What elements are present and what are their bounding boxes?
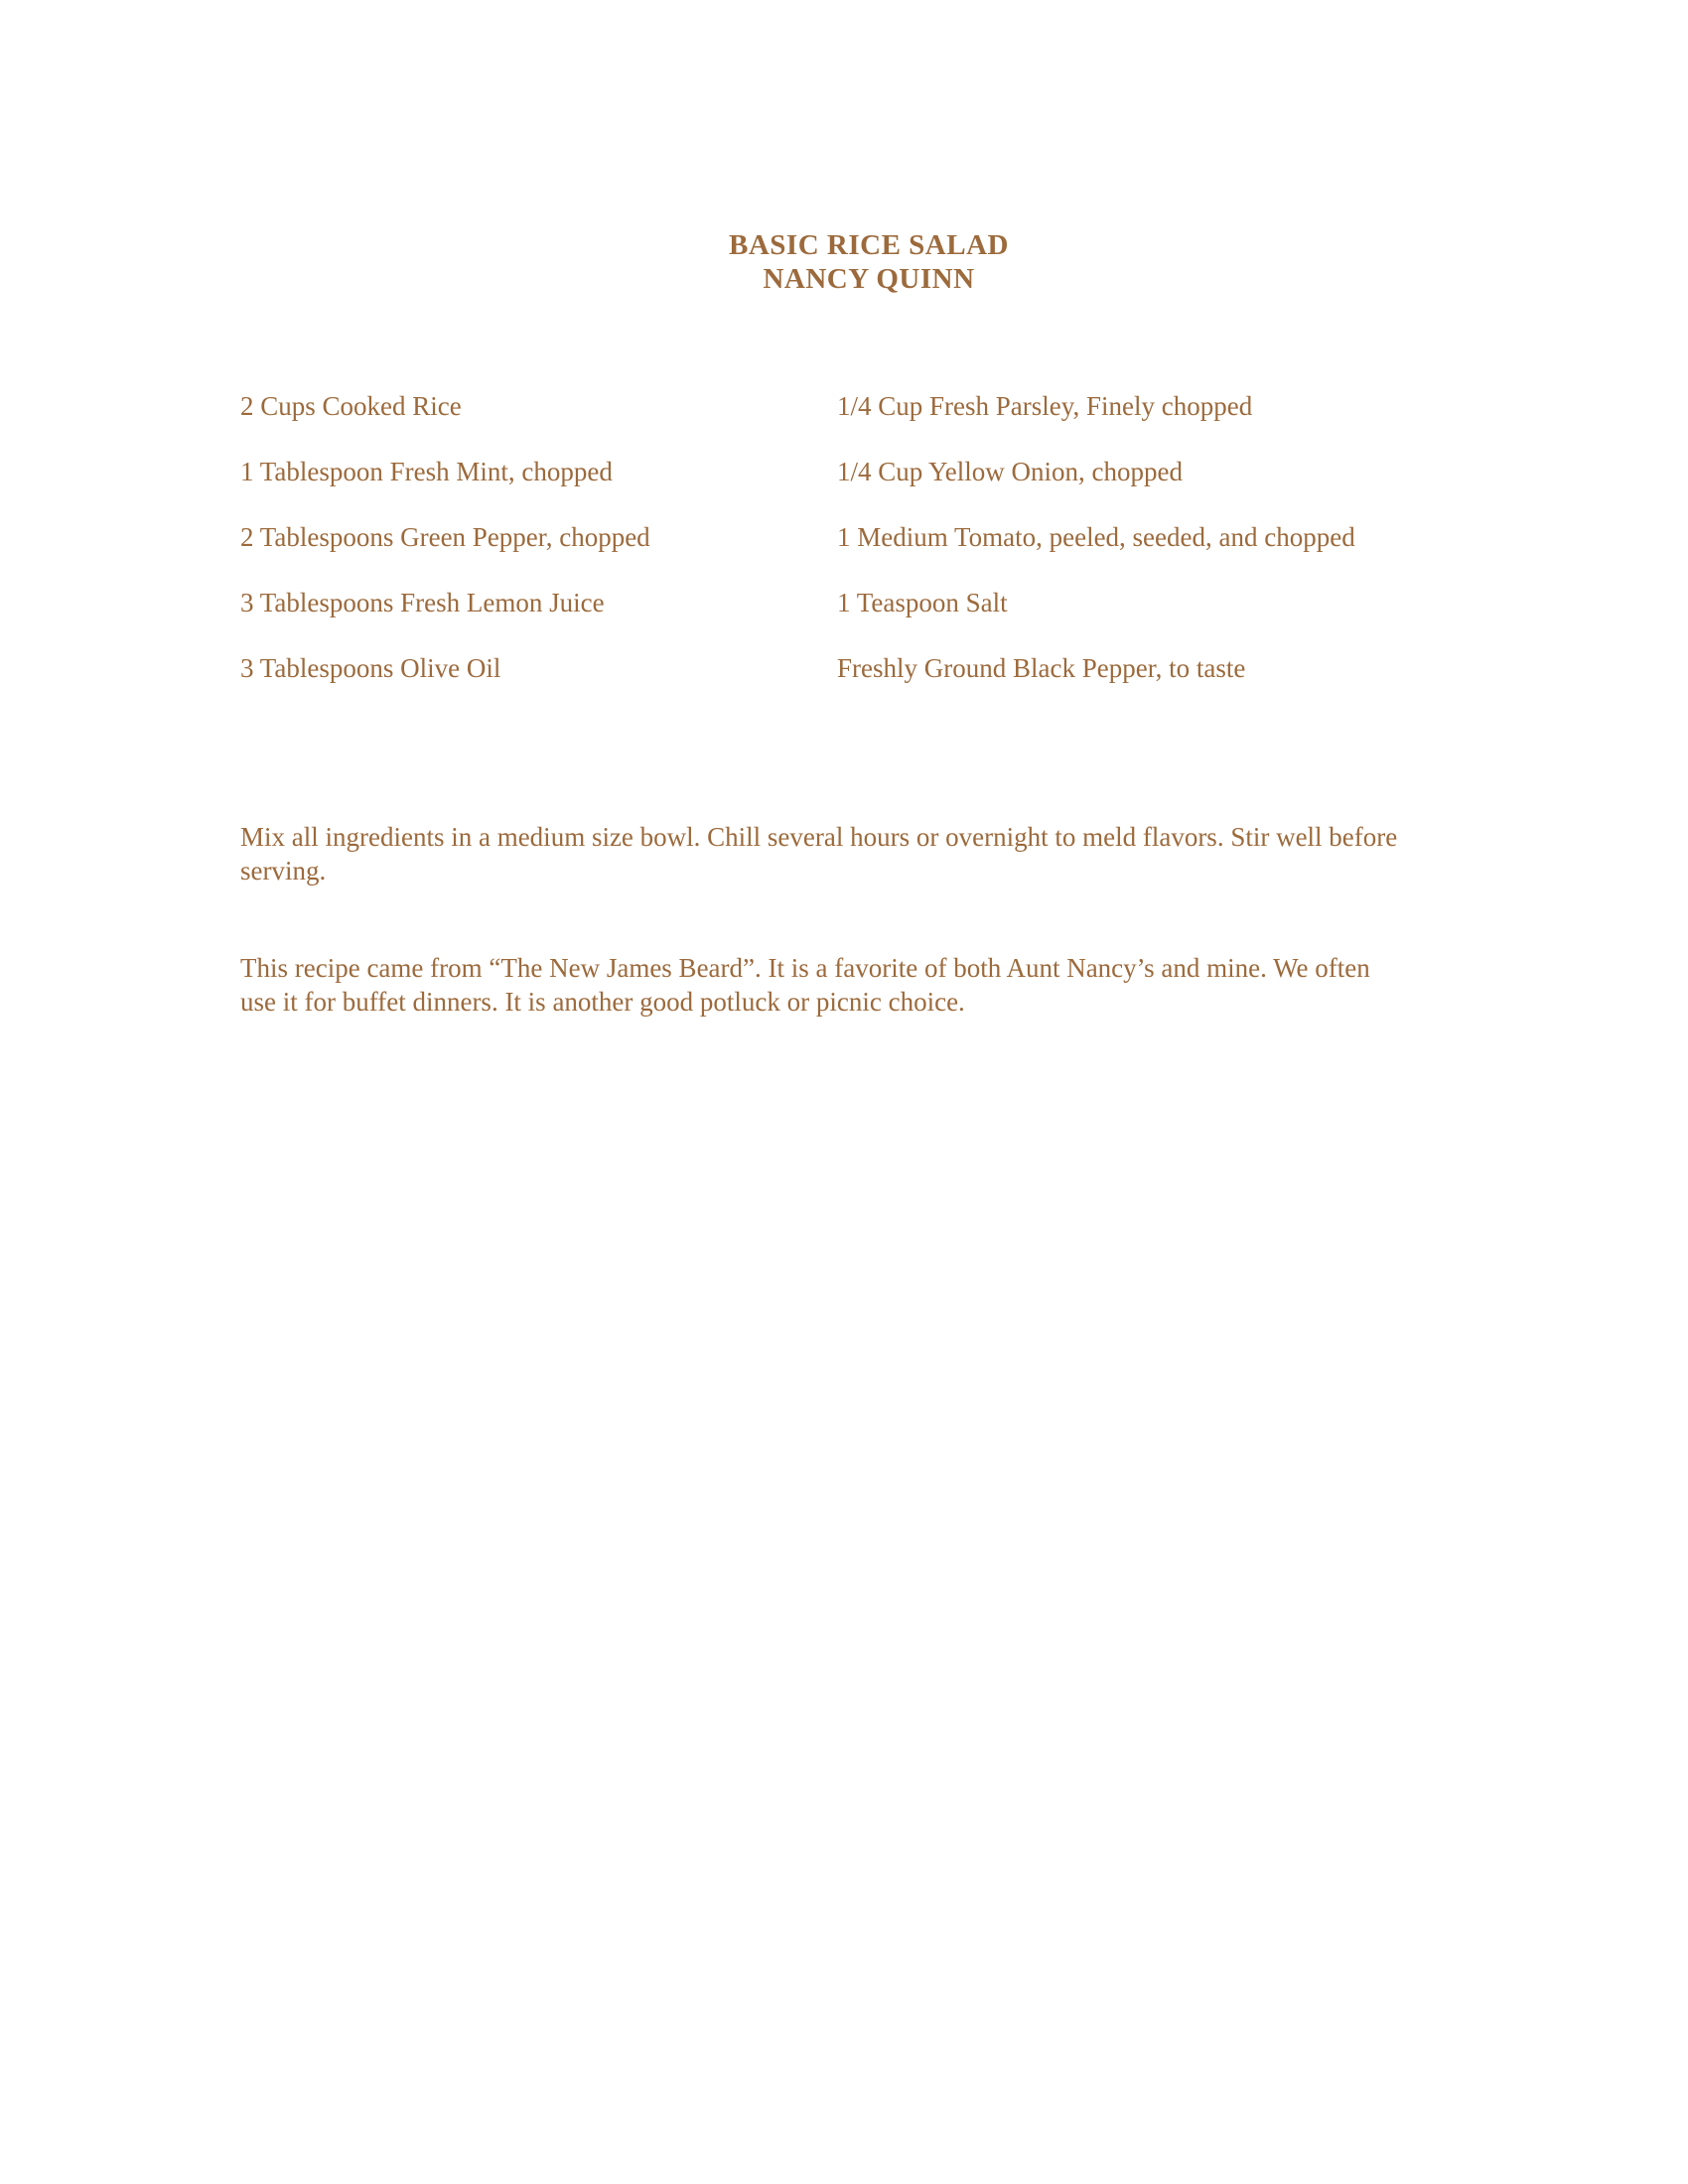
- ingredient-row: [240, 520, 1481, 586]
- ingredient-item: 3 Tablespoons Fresh Lemon Juice: [240, 588, 605, 617]
- ingredient-item: 1 Tablespoon Fresh Mint, chopped: [240, 457, 613, 486]
- ingredient-item: 1 Teaspoon Salt: [837, 588, 1008, 617]
- ingredients-list: [240, 389, 1481, 717]
- ingredient-item: 2 Tablespoons Green Pepper, chopped: [240, 522, 650, 552]
- ingredient-row: [240, 651, 1481, 717]
- instructions-paragraph: Mix all ingredients in a medium size bowl. Chill several hours or overnight to meld flavors. Stir well before serving.: [240, 822, 1398, 886]
- recipe-author: NANCY QUINN: [763, 263, 975, 295]
- ingredient-row: [240, 586, 1481, 651]
- ingredient-item: 2 Cups Cooked Rice: [240, 391, 462, 421]
- ingredient-item: 1/4 Cup Fresh Parsley, Finely chopped: [837, 391, 1253, 421]
- ingredient-row: [240, 389, 1481, 455]
- note-paragraph: This recipe came from “The New James Beard”. It is a favorite of both Aunt Nancy’s and mine. We often use it for buffet dinners. It is another good potluck or picnic choice.: [240, 953, 1370, 1017]
- ingredient-item: Freshly Ground Black Pepper, to taste: [837, 653, 1246, 683]
- ingredient-row: [240, 455, 1481, 520]
- ingredient-item: 1 Medium Tomato, peeled, seeded, and chopped: [837, 522, 1355, 552]
- ingredient-item: 1/4 Cup Yellow Onion, chopped: [837, 457, 1184, 486]
- recipe-title: BASIC RICE SALAD: [729, 229, 1009, 261]
- title-block: [0, 228, 1688, 296]
- ingredient-item: 3 Tablespoons Olive Oil: [240, 653, 501, 683]
